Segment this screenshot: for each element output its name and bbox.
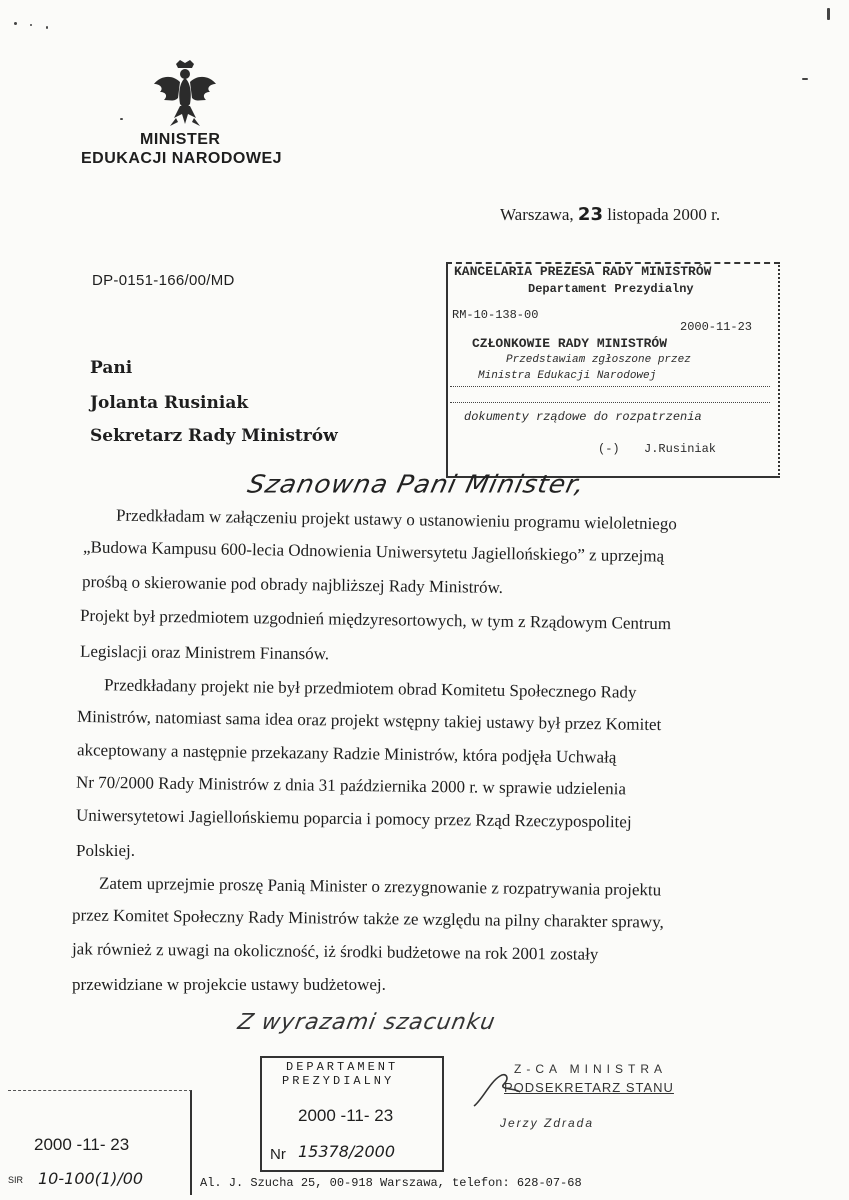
stamp-reg-number: RM-10-138-00 [452,308,539,322]
stamp-ministry: Ministra Edukacji Narodowej [478,370,657,382]
minister-stamp-line1: Z-CA MINISTRA [514,1062,668,1076]
handwritten-salutation: Szanowna Pani Minister, [244,470,588,500]
dp-stamp-date: 2000 -11- 23 [298,1106,394,1125]
body-line: przez Komitet Społeczny Rady Ministrów także ze względu na pilny charakter sprawy, [71,905,664,932]
dp-stamp-line1: DEPARTAMENT [286,1060,399,1074]
body-line: Legislacji oraz Ministrem Finansów. [79,641,330,664]
stamp-sign-mark: (-) [598,442,620,456]
stamp-divider [450,386,770,387]
scan-speck [802,78,808,80]
stamp-chancellery: KANCELARIA PREZESA RADY MINISTRÓW [454,264,712,279]
deputy-minister-stamp [470,1062,690,1142]
body-line: Projekt był przedmiotem uzgodnień międzyresortowych, w tym z Rządowym Centrum [79,605,672,634]
body-line: Polskiej. [76,841,136,860]
scan-speck [14,22,17,25]
letterhead-title: MINISTER [140,131,221,148]
footer-address: Al. J. Szucha 25, 00-918 Warszawa, telefon: 628-07-68 [200,1176,582,1190]
addressee-line1: Pani [90,358,133,378]
place: Warszawa, [500,205,574,224]
receipt-stamp [8,1090,192,1195]
stamp-divider [450,402,770,403]
body-line: Przedkładam w załączeniu projekt ustawy o ustanowieniu programu wieloletniego [115,505,677,534]
handwritten-closing: Z wyrazami szacunku [235,1010,498,1035]
stamp-documents: dokumenty rządowe do rozpatrzenia [464,410,702,424]
body-line: Przedkładany projekt nie był przedmiotem obrad Komitetu Społecznego Rady [103,675,637,702]
body-line: jak również z uwagi na okoliczność, iż środki budżetowe na rok 2001 zostały [71,939,599,964]
receipt-stamp-date: 2000 -11- 23 [34,1135,130,1154]
body-line: „Budowa Kampusu 600-lecia Odnowienia Uniwersytetu Jagiellońskiego” z uprzejmą [82,537,665,566]
handwritten-day: 23 [577,204,603,225]
scan-speck [827,8,830,20]
receipt-stamp-label: SIR [8,1175,24,1185]
dp-stamp-line2: PREZYDIALNY [282,1074,395,1088]
letterhead-subtitle: EDUKACJI NARODOWEJ [81,150,283,167]
stamp-sign-name: J.Rusiniak [644,442,717,456]
addressee-position: Sekretarz Rady Ministrów [90,426,338,446]
body-line: prośbą o skierowanie pod obrady najbliższej Rady Ministrów. [81,572,504,597]
body-line: Nr 70/2000 Rady Ministrów z dnia 31 października 2000 r. w sprawie udzielenia [75,772,627,799]
reference-number: DP-0151-166/00/MD [92,272,235,289]
stamp-department: Departament Prezydialny [528,282,694,296]
body-line: akceptowany a następnie przekazany Radzie Ministrów, która podjęła Uchwałą [76,740,617,767]
minister-stamp-name: Jerzy Zdrada [500,1116,595,1130]
registry-stamp [446,262,780,478]
date-rest: listopada 2000 r. [607,205,721,224]
stamp-presenting: Przedstawiam zgłoszone przez [506,354,691,366]
dp-stamp-nr-value: 15378/2000 [298,1142,396,1161]
place-date [500,204,720,225]
body-line: Uniwersytetowi Jagiellońskiemu poparcia i pomocy przez Rząd Rzeczypospolitej [75,805,632,832]
scan-speck [46,26,48,29]
stamp-date: 2000-11-23 [680,320,753,334]
minister-stamp-line2: PODSEKRETARZ STANU [504,1080,674,1095]
scan-speck [30,24,32,26]
body-line: Zatem uprzejmie proszę Panią Minister o zrezygnowanie z rozpatrywania projektu [98,873,662,900]
polish-eagle-emblem-icon [150,58,220,130]
addressee-name: Jolanta Rusiniak [90,393,249,413]
body-line: przewidziane w projekcie ustawy budżetowej. [72,975,386,994]
department-stamp [260,1056,444,1172]
stamp-members: CZŁONKOWIE RADY MINISTRÓW [472,336,668,351]
scan-speck [120,118,123,120]
body-line: Ministrów, natomiast sama idea oraz projekt wstępny takiej ustawy był przez Komitet [76,706,662,735]
dp-stamp-nr-label: Nr [270,1146,286,1163]
receipt-stamp-number: 10-100(1)/00 [38,1169,144,1188]
